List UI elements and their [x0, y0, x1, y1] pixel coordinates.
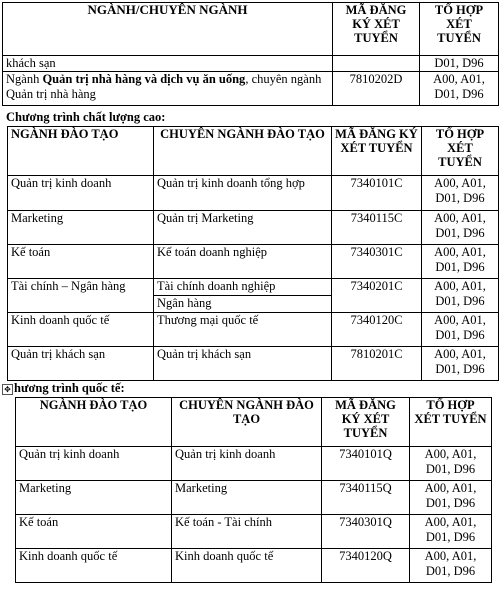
cell-specialization: Quản trị Marketing — [154, 211, 332, 245]
table-row — [16, 515, 492, 549]
cell-specialization: Quản trị kinh doanh tổng hợp — [154, 176, 332, 211]
cell-code: 7340201C — [332, 279, 422, 313]
header-combo: TỔ HỢP XÉT TUYỂN — [422, 127, 499, 176]
cell-major: Marketing — [8, 211, 154, 245]
header-specialization: CHUYÊN NGÀNH ĐÀO TẠO — [154, 127, 332, 176]
heading-international-program — [2, 381, 125, 396]
header-major: NGÀNH ĐÀO TẠO — [8, 127, 154, 176]
cell-combo: A00, A01, D01, D96 — [410, 515, 492, 549]
cell-specialization: Thương mại quốc tế — [154, 313, 332, 347]
cell-combo: A00, A01, D01, D96 — [410, 447, 492, 481]
cell-code: 7340101C — [332, 176, 422, 211]
cell-major: Quản trị khách sạn — [8, 347, 154, 381]
cell-major: Marketing — [16, 481, 172, 515]
header-code: MÃ ĐĂNG KÝ XÉT TUYỂN — [322, 398, 410, 447]
cell-code: 7810202D — [333, 72, 420, 106]
table-row — [3, 56, 499, 72]
header-major: NGÀNH/CHUYÊN NGÀNH — [3, 3, 333, 56]
cell-combo: A00, A01, D01, D96 — [422, 347, 499, 381]
cell-combo: A00, A01, D01, D96 — [422, 211, 499, 245]
header-combo: TỔ HỢP XÉT TUYỂN — [420, 3, 499, 56]
table-row — [8, 176, 499, 211]
cell-specialization: Kế toán doanh nghiệp — [154, 245, 332, 279]
table-header-row — [3, 3, 499, 56]
table-row — [16, 549, 492, 583]
cell-combo: A00, A01, D01, D96 — [422, 176, 499, 211]
cell-combo: A00, A01, D01, D96 — [420, 72, 499, 106]
major-prefix: Ngành — [6, 72, 43, 86]
cell-specialization: Kế toán - Tài chính — [172, 515, 322, 549]
cell-specialization — [154, 279, 332, 313]
header-code: MÃ ĐĂNG KÝ XÉT TUYỂN — [332, 127, 422, 176]
cell-code — [333, 56, 420, 72]
cell-major: Kế toán — [8, 245, 154, 279]
table-row — [8, 245, 499, 279]
cell-combo: A00, A01, D01, D96 — [422, 313, 499, 347]
major-suffix: , chuyên ngành Quản trị nhà hàng — [6, 72, 322, 101]
cell-major: Kinh doanh quốc tế — [8, 313, 154, 347]
specialization-line: Tài chính doanh nghiệp — [154, 279, 331, 296]
table-row — [3, 72, 499, 106]
cell-combo: A00, A01, D01, D96 — [422, 245, 499, 279]
header-code: MÃ ĐĂNG KÝ XÉT TUYỂN — [333, 3, 420, 56]
cell-code: 7340120C — [332, 313, 422, 347]
move-handle-icon[interactable]: ✥ — [2, 384, 13, 395]
cell-major — [3, 72, 333, 106]
header-major: NGÀNH ĐÀO TẠO — [16, 398, 172, 447]
cell-major: Tài chính – Ngân hàng — [8, 279, 154, 313]
table-row — [16, 447, 492, 481]
cell-major: Kinh doanh quốc tế — [16, 549, 172, 583]
cell-code: 7340115C — [332, 211, 422, 245]
cell-combo: D01, D96 — [420, 56, 499, 72]
table-row — [8, 347, 499, 381]
table-high-quality-program — [7, 126, 499, 381]
cell-code: 7810201C — [332, 347, 422, 381]
table-header-row — [16, 398, 492, 447]
heading-international-text: hương trình quốc tế: — [14, 381, 125, 395]
cell-code: 7340301C — [332, 245, 422, 279]
cell-combo: A00, A01, D01, D96 — [422, 279, 499, 313]
table-majors-continued — [2, 2, 499, 106]
cell-major: Quản trị kinh doanh — [16, 447, 172, 481]
cell-major: Kế toán — [16, 515, 172, 549]
table-header-row — [8, 127, 499, 176]
cell-major: khách sạn — [3, 56, 333, 72]
table-row — [8, 211, 499, 245]
cell-code: 7340301Q — [322, 515, 410, 549]
specialization-line: Ngân hàng — [157, 296, 212, 310]
cell-specialization: Kinh doanh quốc tế — [172, 549, 322, 583]
cell-specialization: Marketing — [172, 481, 322, 515]
cell-specialization: Quản trị kinh doanh — [172, 447, 322, 481]
cell-combo: A00, A01, D01, D96 — [410, 549, 492, 583]
table-row — [8, 279, 499, 313]
cell-code: 7340120Q — [322, 549, 410, 583]
cell-code: 7340101Q — [322, 447, 410, 481]
heading-high-quality-program: Chương trình chất lượng cao: — [6, 110, 166, 124]
cell-combo: A00, A01, D01, D96 — [410, 481, 492, 515]
header-specialization: CHUYÊN NGÀNH ĐÀO TẠO — [172, 398, 322, 447]
major-bold-name: Quản trị nhà hàng và dịch vụ ăn uống — [42, 72, 246, 86]
table-row — [8, 313, 499, 347]
header-combo: TỔ HỢP XÉT TUYỂN — [410, 398, 492, 447]
cell-code: 7340115Q — [322, 481, 410, 515]
cell-specialization: Quản trị khách sạn — [154, 347, 332, 381]
cell-major: Quản trị kinh doanh — [8, 176, 154, 211]
table-international-program — [15, 397, 492, 583]
table-row — [16, 481, 492, 515]
